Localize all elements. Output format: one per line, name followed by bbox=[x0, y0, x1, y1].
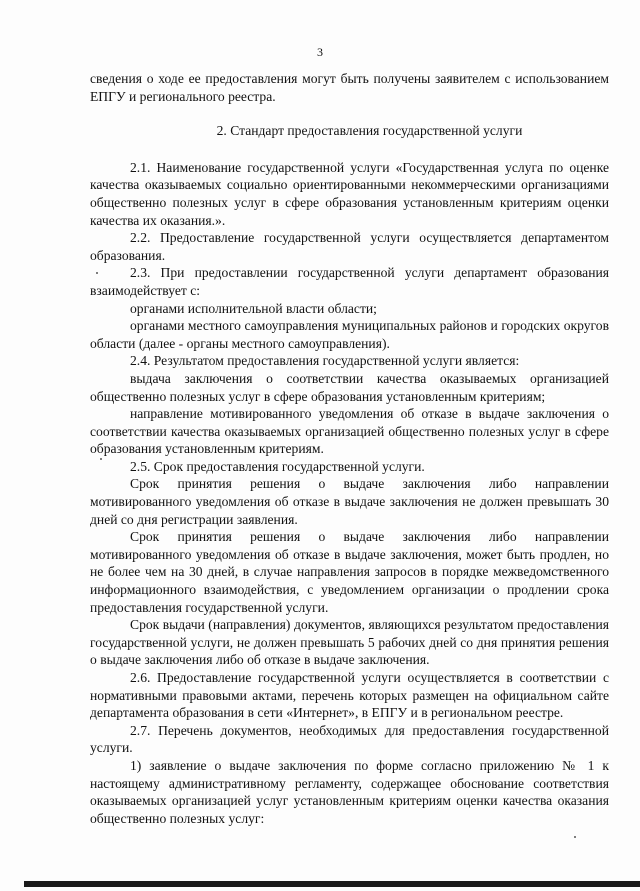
page-number: 3 bbox=[317, 45, 323, 59]
paragraph-2-2: 2.2. Предоставление государственной услуги осуществляется департаментом образования. bbox=[90, 230, 609, 263]
paragraph-2-5: 2.5. Срок предоставления государственной услуги. bbox=[130, 458, 425, 474]
scan-edge-bar bbox=[24, 881, 640, 887]
section-heading: 2. Стандарт предоставления государственной услуги bbox=[216, 123, 523, 139]
paragraph-2-1: 2.1. Наименование государственной услуги «Государственная услуга по оценке качества оказываемых социально ориентированными некоммерческими организациями общественно полезных услуг в сфере образования установленным критериям оценки качества их оказания.». bbox=[90, 159, 609, 228]
document-body bbox=[90, 70, 609, 827]
paragraph-2-6: 2.6. Предоставление государственной услуги осуществляется в соответствии с нормативными правовыми актами, перечень которых размещен на официальном сайте департамента образования в сети «Интернет», в ЕПГУ и в региональном реестре. bbox=[90, 670, 609, 721]
list-item-executive-bodies: органами исполнительной власти области; bbox=[130, 300, 377, 316]
paragraph-2-4: 2.4. Результатом предоставления государственной услуги является: bbox=[130, 353, 520, 369]
list-item-refusal-notice: направление мотивированного уведомления об отказе в выдаче заключения о соответствии качества оказываемых организацией общественно полезных услуг в сфере образования установленным критериям. bbox=[90, 406, 609, 457]
paragraph-decision-term: Срок принятия решения о выдаче заключения либо направлении мотивированного уведомления об отказе в выдаче заключения не должен превышать 30 дней со дня регистрации заявления. bbox=[90, 476, 609, 527]
list-item-local-government: органами местного самоуправления муниципальных районов и городских округов области (далее - органы местного самоуправления). bbox=[90, 318, 609, 351]
paragraph-term-extension: Срок принятия решения о выдаче заключения либо направлении мотивированного уведомления об отказе в выдаче заключения, может быть продлен, но не более чем на 30 дней, в случае направления запросов в порядке межведомственного информационного взаимодействия, с уведомлением организации о продлении срока предоставления государственной услуги. bbox=[90, 529, 609, 615]
list-item-application: 1) заявление о выдаче заключения по форме согласно приложению № 1 к настоящему административному регламенту, содержащее обоснование соответствия оказываемых организацией услуг установленным критериям оценки качества оказания общественно полезных услуг: bbox=[90, 757, 609, 826]
list-item-conclusion: выдача заключения о соответствии качества оказываемых организацией общественно полезных услуг в сфере образования установленным критериям; bbox=[90, 370, 609, 404]
paragraph-2-3: 2.3. При предоставлении государственной услуги департамент образования взаимодействует с: bbox=[90, 265, 609, 298]
scan-speck bbox=[96, 272, 98, 274]
scan-speck bbox=[100, 458, 102, 460]
paragraph-2-7: 2.7. Перечень документов, необходимых для предоставления государственной услуги. bbox=[90, 722, 609, 756]
scan-speck bbox=[574, 836, 576, 838]
paragraph-issue-term: Срок выдачи (направления) документов, являющихся результатом предоставления государственной услуги, не должен превышать 5 рабочих дней со дня принятия решения о выдаче заключения либо об отказе в выдаче заключения. bbox=[90, 617, 609, 668]
paragraph-continuation: сведения о ходе ее предоставления могут быть получены заявителем с использованием ЕПГУ и регионального реестра. bbox=[90, 71, 609, 104]
